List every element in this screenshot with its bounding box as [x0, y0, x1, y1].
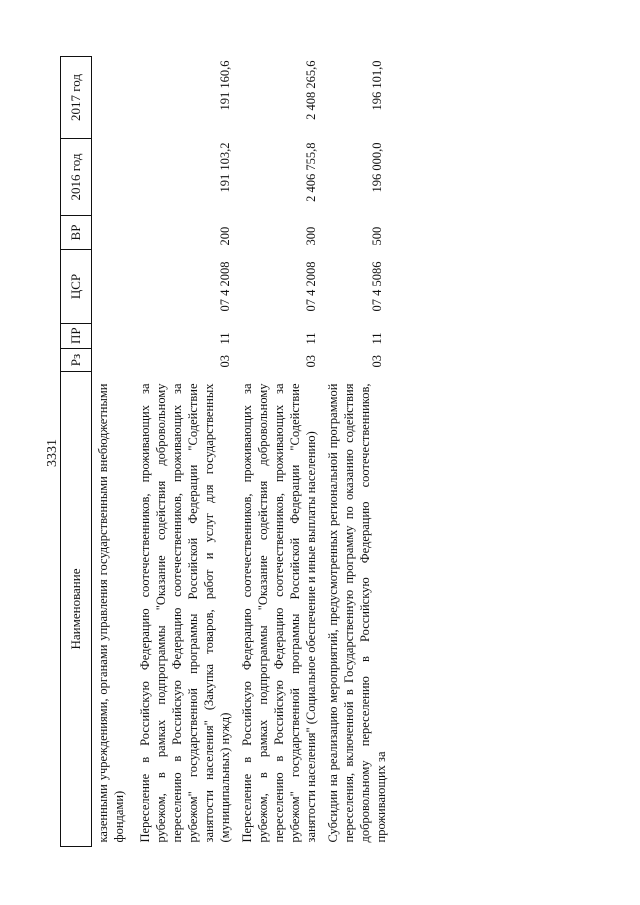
- header-name: Наименование: [61, 372, 92, 847]
- row-2016: 196 000,0: [370, 142, 384, 193]
- table-row: [92, 57, 136, 847]
- row-vr: 500: [370, 226, 384, 246]
- row-rz: 03: [218, 355, 232, 368]
- header-2016: 2016 год: [61, 139, 92, 216]
- row-vr: [92, 216, 136, 250]
- row-name: Переселение в Российскую Федерацию соотечественников, проживающих за рубежом, в рамках подпрограммы "Оказание содействия добровольному переселению в Российскую Федерацию соотечественников, проживающих за рубежом" государственной программы Российской Федерации "Содействие занятости населения" (Закупка товаров, работ и услуг для государственных (муниципальных) нужд): [138, 383, 232, 843]
- row-csr: 07 4 5086: [370, 261, 384, 312]
- row-name: Переселение в Российскую Федерацию соотечественников, проживающих за рубежом, в рамках подпрограммы "Оказание содействия добровольному переселению в Российскую Федерацию соотечественников, проживающих за рубежом" государственной программы Российской Федерации "Содействие занятости населения" (Социальное обеспечение и иные выплаты населению): [240, 383, 318, 843]
- row-2017: 191 160,6: [218, 60, 232, 111]
- row-pr: 11: [370, 332, 384, 345]
- row-rz: [92, 349, 136, 372]
- header-vr: ВР: [61, 216, 92, 250]
- row-csr: 07 4 2008: [218, 261, 232, 312]
- row-vr: 200: [218, 226, 232, 246]
- row-pr: 11: [304, 332, 318, 345]
- header-rz: Рз: [61, 349, 92, 372]
- row-vr: 300: [304, 226, 318, 246]
- row-pr: 11: [218, 332, 232, 345]
- row-csr: 07 4 2008: [304, 261, 318, 312]
- rotated-table-frame: [60, 57, 580, 847]
- table-row: [323, 57, 389, 847]
- row-2016: 191 103,2: [218, 142, 232, 193]
- row-rz: 03: [370, 355, 384, 368]
- row-rz: 03: [304, 355, 318, 368]
- row-2017: 2 408 265,6: [304, 60, 318, 120]
- table-row: [237, 57, 323, 847]
- row-2016: [92, 139, 136, 216]
- row-2017: [92, 57, 136, 139]
- row-2017: 196 101,0: [370, 60, 384, 111]
- header-csr: ЦСР: [61, 250, 92, 324]
- table-row: [135, 57, 237, 847]
- row-csr: [92, 250, 136, 324]
- header-2017: 2017 год: [61, 57, 92, 139]
- row-name: казенными учреждениями, органами управления государственными внебюджетными фондами): [96, 383, 126, 843]
- page-number: 3331: [45, 439, 60, 467]
- table-header-row: [61, 57, 92, 847]
- header-pr: ПР: [61, 324, 92, 349]
- budget-table: [60, 56, 389, 847]
- row-2016: 2 406 755,8: [304, 142, 318, 202]
- row-pr: [92, 324, 136, 349]
- row-name: Субсидии на реализацию мероприятий, предусмотренных региональной программой переселения, включенной в Государственную программу по оказанию содействия добровольному переселению в Российскую Федерацию соотечественников, проживающих за: [326, 383, 388, 843]
